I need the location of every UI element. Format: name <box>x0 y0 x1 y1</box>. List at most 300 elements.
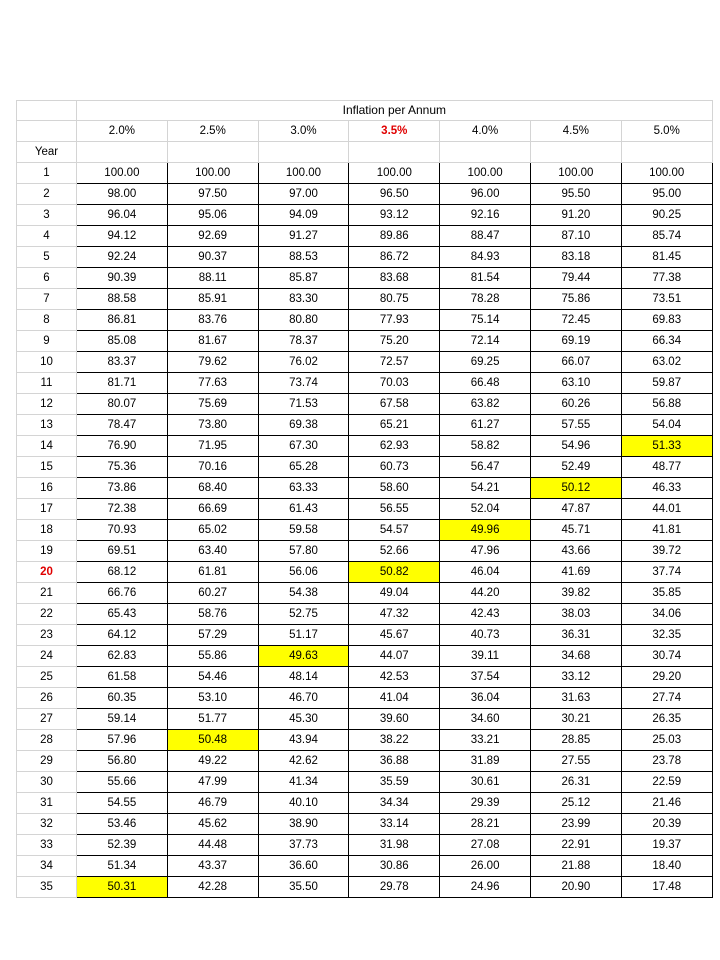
value-cell[interactable]: 54.21 <box>440 478 531 499</box>
value-cell[interactable]: 84.93 <box>440 247 531 268</box>
value-cell[interactable]: 47.99 <box>167 772 258 793</box>
empty-cell[interactable] <box>167 142 258 163</box>
value-cell[interactable]: 90.37 <box>167 247 258 268</box>
value-cell[interactable]: 44.48 <box>167 835 258 856</box>
value-cell[interactable]: 94.09 <box>258 205 349 226</box>
value-cell[interactable]: 60.35 <box>77 688 168 709</box>
value-cell[interactable]: 57.29 <box>167 625 258 646</box>
year-cell[interactable]: 20 <box>17 562 77 583</box>
value-cell[interactable]: 62.93 <box>349 436 440 457</box>
value-cell[interactable]: 59.58 <box>258 520 349 541</box>
value-cell[interactable]: 58.60 <box>349 478 440 499</box>
value-cell[interactable]: 36.31 <box>530 625 621 646</box>
value-cell[interactable]: 83.37 <box>77 352 168 373</box>
value-cell[interactable]: 53.46 <box>77 814 168 835</box>
value-cell[interactable]: 47.96 <box>440 541 531 562</box>
value-cell[interactable]: 52.75 <box>258 604 349 625</box>
value-cell[interactable]: 28.21 <box>440 814 531 835</box>
value-cell[interactable]: 69.83 <box>621 310 712 331</box>
value-cell[interactable]: 73.80 <box>167 415 258 436</box>
value-cell[interactable]: 48.14 <box>258 667 349 688</box>
value-cell[interactable]: 85.87 <box>258 268 349 289</box>
value-cell[interactable]: 75.20 <box>349 331 440 352</box>
value-cell[interactable]: 55.66 <box>77 772 168 793</box>
value-cell[interactable]: 83.68 <box>349 268 440 289</box>
value-cell[interactable]: 40.10 <box>258 793 349 814</box>
value-cell[interactable]: 47.87 <box>530 499 621 520</box>
value-cell[interactable]: 94.12 <box>77 226 168 247</box>
year-cell[interactable]: 30 <box>17 772 77 793</box>
value-cell[interactable]: 72.57 <box>349 352 440 373</box>
value-cell[interactable]: 33.14 <box>349 814 440 835</box>
value-cell[interactable]: 70.93 <box>77 520 168 541</box>
year-cell[interactable]: 32 <box>17 814 77 835</box>
value-cell[interactable]: 85.91 <box>167 289 258 310</box>
value-cell[interactable]: 68.40 <box>167 478 258 499</box>
value-cell[interactable]: 61.43 <box>258 499 349 520</box>
year-cell[interactable]: 4 <box>17 226 77 247</box>
value-cell[interactable]: 61.58 <box>77 667 168 688</box>
value-cell[interactable]: 56.06 <box>258 562 349 583</box>
value-cell[interactable]: 45.62 <box>167 814 258 835</box>
value-cell[interactable]: 92.24 <box>77 247 168 268</box>
year-cell[interactable]: 24 <box>17 646 77 667</box>
value-cell[interactable]: 46.33 <box>621 478 712 499</box>
value-cell[interactable]: 23.99 <box>530 814 621 835</box>
rate-header[interactable]: 4.5% <box>530 121 621 142</box>
value-cell[interactable]: 34.06 <box>621 604 712 625</box>
value-cell[interactable]: 29.39 <box>440 793 531 814</box>
value-cell[interactable]: 34.68 <box>530 646 621 667</box>
table-title[interactable]: Inflation per Annum <box>77 101 713 121</box>
value-cell[interactable]: 100.00 <box>167 163 258 184</box>
value-cell[interactable]: 30.21 <box>530 709 621 730</box>
rate-header[interactable]: 3.5% <box>349 121 440 142</box>
empty-cell[interactable] <box>77 142 168 163</box>
value-cell[interactable]: 69.19 <box>530 331 621 352</box>
value-cell[interactable]: 80.75 <box>349 289 440 310</box>
value-cell[interactable]: 52.04 <box>440 499 531 520</box>
year-cell[interactable]: 7 <box>17 289 77 310</box>
value-cell[interactable]: 60.26 <box>530 394 621 415</box>
value-cell[interactable]: 78.28 <box>440 289 531 310</box>
inflation-table <box>16 100 713 898</box>
table-row <box>17 184 713 205</box>
value-cell[interactable]: 75.36 <box>77 457 168 478</box>
highlighted-value-cell[interactable]: 49.96 <box>440 520 531 541</box>
value-cell[interactable]: 88.11 <box>167 268 258 289</box>
value-cell[interactable]: 65.43 <box>77 604 168 625</box>
value-cell[interactable]: 100.00 <box>621 163 712 184</box>
value-cell[interactable]: 31.98 <box>349 835 440 856</box>
value-cell[interactable]: 63.40 <box>167 541 258 562</box>
year-cell[interactable]: 25 <box>17 667 77 688</box>
value-cell[interactable]: 64.12 <box>77 625 168 646</box>
value-cell[interactable]: 69.51 <box>77 541 168 562</box>
value-cell[interactable]: 95.00 <box>621 184 712 205</box>
value-cell[interactable]: 87.10 <box>530 226 621 247</box>
value-cell[interactable]: 57.96 <box>77 730 168 751</box>
value-cell[interactable]: 100.00 <box>77 163 168 184</box>
value-cell[interactable]: 54.46 <box>167 667 258 688</box>
value-cell[interactable]: 20.90 <box>530 877 621 898</box>
value-cell[interactable]: 52.39 <box>77 835 168 856</box>
year-cell[interactable]: 18 <box>17 520 77 541</box>
value-cell[interactable]: 30.86 <box>349 856 440 877</box>
value-cell[interactable]: 66.76 <box>77 583 168 604</box>
year-cell[interactable]: 5 <box>17 247 77 268</box>
value-cell[interactable]: 63.02 <box>621 352 712 373</box>
value-cell[interactable]: 73.51 <box>621 289 712 310</box>
value-cell[interactable]: 24.96 <box>440 877 531 898</box>
value-cell[interactable]: 97.00 <box>258 184 349 205</box>
value-cell[interactable]: 83.76 <box>167 310 258 331</box>
value-cell[interactable]: 46.04 <box>440 562 531 583</box>
value-cell[interactable]: 67.30 <box>258 436 349 457</box>
value-cell[interactable]: 54.57 <box>349 520 440 541</box>
value-cell[interactable]: 22.91 <box>530 835 621 856</box>
value-cell[interactable]: 63.33 <box>258 478 349 499</box>
value-cell[interactable]: 21.88 <box>530 856 621 877</box>
value-cell[interactable]: 71.95 <box>167 436 258 457</box>
year-cell[interactable]: 8 <box>17 310 77 331</box>
value-cell[interactable]: 85.74 <box>621 226 712 247</box>
value-cell[interactable]: 41.81 <box>621 520 712 541</box>
value-cell[interactable]: 45.30 <box>258 709 349 730</box>
value-cell[interactable]: 73.74 <box>258 373 349 394</box>
value-cell[interactable]: 96.00 <box>440 184 531 205</box>
value-cell[interactable]: 37.74 <box>621 562 712 583</box>
value-cell[interactable]: 32.35 <box>621 625 712 646</box>
value-cell[interactable]: 21.46 <box>621 793 712 814</box>
year-cell[interactable]: 31 <box>17 793 77 814</box>
year-cell[interactable]: 28 <box>17 730 77 751</box>
value-cell[interactable]: 59.14 <box>77 709 168 730</box>
value-cell[interactable]: 20.39 <box>621 814 712 835</box>
value-cell[interactable]: 66.07 <box>530 352 621 373</box>
value-cell[interactable]: 40.73 <box>440 625 531 646</box>
year-cell[interactable]: 12 <box>17 394 77 415</box>
year-cell[interactable]: 16 <box>17 478 77 499</box>
value-cell[interactable]: 35.85 <box>621 583 712 604</box>
highlighted-value-cell[interactable]: 50.48 <box>167 730 258 751</box>
value-cell[interactable]: 52.66 <box>349 541 440 562</box>
year-cell[interactable]: 15 <box>17 457 77 478</box>
value-cell[interactable]: 34.34 <box>349 793 440 814</box>
value-cell[interactable]: 39.72 <box>621 541 712 562</box>
year-cell[interactable]: 27 <box>17 709 77 730</box>
year-cell[interactable]: 21 <box>17 583 77 604</box>
year-cell[interactable]: 17 <box>17 499 77 520</box>
year-cell[interactable]: 13 <box>17 415 77 436</box>
value-cell[interactable]: 46.70 <box>258 688 349 709</box>
value-cell[interactable]: 70.16 <box>167 457 258 478</box>
value-cell[interactable]: 90.25 <box>621 205 712 226</box>
value-cell[interactable]: 76.02 <box>258 352 349 373</box>
value-cell[interactable]: 66.34 <box>621 331 712 352</box>
value-cell[interactable]: 44.01 <box>621 499 712 520</box>
value-cell[interactable]: 45.71 <box>530 520 621 541</box>
year-cell[interactable]: 3 <box>17 205 77 226</box>
value-cell[interactable]: 31.63 <box>530 688 621 709</box>
value-cell[interactable]: 78.47 <box>77 415 168 436</box>
value-cell[interactable]: 92.69 <box>167 226 258 247</box>
value-cell[interactable]: 71.53 <box>258 394 349 415</box>
value-cell[interactable]: 44.07 <box>349 646 440 667</box>
year-cell[interactable]: 34 <box>17 856 77 877</box>
value-cell[interactable]: 86.81 <box>77 310 168 331</box>
value-cell[interactable]: 27.08 <box>440 835 531 856</box>
rate-header[interactable]: 5.0% <box>621 121 712 142</box>
highlighted-value-cell[interactable]: 49.63 <box>258 646 349 667</box>
value-cell[interactable]: 55.86 <box>167 646 258 667</box>
value-cell[interactable]: 43.66 <box>530 541 621 562</box>
highlighted-value-cell[interactable]: 50.12 <box>530 478 621 499</box>
value-cell[interactable]: 90.39 <box>77 268 168 289</box>
value-cell[interactable]: 98.00 <box>77 184 168 205</box>
value-cell[interactable]: 97.50 <box>167 184 258 205</box>
value-cell[interactable]: 51.17 <box>258 625 349 646</box>
value-cell[interactable]: 42.43 <box>440 604 531 625</box>
value-cell[interactable]: 38.03 <box>530 604 621 625</box>
value-cell[interactable]: 36.04 <box>440 688 531 709</box>
value-cell[interactable]: 58.76 <box>167 604 258 625</box>
value-cell[interactable]: 60.73 <box>349 457 440 478</box>
value-cell[interactable]: 91.27 <box>258 226 349 247</box>
value-cell[interactable]: 44.20 <box>440 583 531 604</box>
value-cell[interactable]: 92.16 <box>440 205 531 226</box>
value-cell[interactable]: 86.72 <box>349 247 440 268</box>
value-cell[interactable]: 81.67 <box>167 331 258 352</box>
year-cell[interactable]: 19 <box>17 541 77 562</box>
value-cell[interactable]: 65.21 <box>349 415 440 436</box>
value-cell[interactable]: 56.47 <box>440 457 531 478</box>
value-cell[interactable]: 63.10 <box>530 373 621 394</box>
value-cell[interactable]: 23.78 <box>621 751 712 772</box>
value-cell[interactable]: 79.62 <box>167 352 258 373</box>
value-cell[interactable]: 62.83 <box>77 646 168 667</box>
value-cell[interactable]: 41.34 <box>258 772 349 793</box>
value-cell[interactable]: 27.74 <box>621 688 712 709</box>
value-cell[interactable]: 35.59 <box>349 772 440 793</box>
value-cell[interactable]: 42.53 <box>349 667 440 688</box>
value-cell[interactable]: 77.38 <box>621 268 712 289</box>
value-cell[interactable]: 100.00 <box>440 163 531 184</box>
value-cell[interactable]: 100.00 <box>349 163 440 184</box>
value-cell[interactable]: 78.37 <box>258 331 349 352</box>
value-cell[interactable]: 100.00 <box>530 163 621 184</box>
year-cell[interactable]: 9 <box>17 331 77 352</box>
value-cell[interactable]: 75.86 <box>530 289 621 310</box>
value-cell[interactable]: 57.80 <box>258 541 349 562</box>
empty-cell[interactable] <box>440 142 531 163</box>
value-cell[interactable]: 96.04 <box>77 205 168 226</box>
value-cell[interactable]: 41.69 <box>530 562 621 583</box>
value-cell[interactable]: 96.50 <box>349 184 440 205</box>
value-cell[interactable]: 61.81 <box>167 562 258 583</box>
value-cell[interactable]: 37.54 <box>440 667 531 688</box>
value-cell[interactable]: 72.45 <box>530 310 621 331</box>
value-cell[interactable]: 19.37 <box>621 835 712 856</box>
value-cell[interactable]: 81.45 <box>621 247 712 268</box>
value-cell[interactable]: 57.55 <box>530 415 621 436</box>
value-cell[interactable]: 26.00 <box>440 856 531 877</box>
highlighted-value-cell[interactable]: 50.31 <box>77 877 168 898</box>
empty-cell[interactable] <box>530 142 621 163</box>
value-cell[interactable]: 67.58 <box>349 394 440 415</box>
value-cell[interactable]: 28.85 <box>530 730 621 751</box>
value-cell[interactable]: 31.89 <box>440 751 531 772</box>
value-cell[interactable]: 26.31 <box>530 772 621 793</box>
value-cell[interactable]: 76.90 <box>77 436 168 457</box>
value-cell[interactable]: 54.55 <box>77 793 168 814</box>
value-cell[interactable]: 69.25 <box>440 352 531 373</box>
value-cell[interactable]: 27.55 <box>530 751 621 772</box>
value-cell[interactable]: 35.50 <box>258 877 349 898</box>
value-cell[interactable]: 63.82 <box>440 394 531 415</box>
rate-header[interactable]: 3.0% <box>258 121 349 142</box>
value-cell[interactable]: 72.38 <box>77 499 168 520</box>
value-cell[interactable]: 36.88 <box>349 751 440 772</box>
value-cell[interactable]: 43.94 <box>258 730 349 751</box>
value-cell[interactable]: 58.82 <box>440 436 531 457</box>
year-cell[interactable]: 23 <box>17 625 77 646</box>
value-cell[interactable]: 52.49 <box>530 457 621 478</box>
year-cell[interactable]: 33 <box>17 835 77 856</box>
value-cell[interactable]: 81.54 <box>440 268 531 289</box>
value-cell[interactable]: 88.47 <box>440 226 531 247</box>
highlighted-value-cell[interactable]: 51.33 <box>621 436 712 457</box>
empty-cell[interactable] <box>258 142 349 163</box>
year-cell[interactable]: 1 <box>17 163 77 184</box>
value-cell[interactable]: 93.12 <box>349 205 440 226</box>
value-cell[interactable]: 54.38 <box>258 583 349 604</box>
value-cell[interactable]: 70.03 <box>349 373 440 394</box>
value-cell[interactable]: 59.87 <box>621 373 712 394</box>
year-cell[interactable]: 29 <box>17 751 77 772</box>
value-cell[interactable]: 65.28 <box>258 457 349 478</box>
year-cell[interactable]: 2 <box>17 184 77 205</box>
value-cell[interactable]: 38.90 <box>258 814 349 835</box>
value-cell[interactable]: 37.73 <box>258 835 349 856</box>
value-cell[interactable]: 61.27 <box>440 415 531 436</box>
value-cell[interactable]: 18.40 <box>621 856 712 877</box>
value-cell[interactable]: 75.69 <box>167 394 258 415</box>
value-cell[interactable]: 49.22 <box>167 751 258 772</box>
value-cell[interactable]: 65.02 <box>167 520 258 541</box>
value-cell[interactable]: 39.82 <box>530 583 621 604</box>
rate-header[interactable]: 4.0% <box>440 121 531 142</box>
value-cell[interactable]: 41.04 <box>349 688 440 709</box>
value-cell[interactable]: 80.80 <box>258 310 349 331</box>
value-cell[interactable]: 81.71 <box>77 373 168 394</box>
value-cell[interactable]: 91.20 <box>530 205 621 226</box>
value-cell[interactable]: 88.53 <box>258 247 349 268</box>
value-cell[interactable]: 88.58 <box>77 289 168 310</box>
value-cell[interactable]: 54.04 <box>621 415 712 436</box>
value-cell[interactable]: 48.77 <box>621 457 712 478</box>
value-cell[interactable]: 53.10 <box>167 688 258 709</box>
value-cell[interactable]: 51.34 <box>77 856 168 877</box>
value-cell[interactable]: 80.07 <box>77 394 168 415</box>
value-cell[interactable]: 34.60 <box>440 709 531 730</box>
year-header[interactable]: Year <box>17 142 77 163</box>
value-cell[interactable]: 42.28 <box>167 877 258 898</box>
value-cell[interactable]: 17.48 <box>621 877 712 898</box>
value-cell[interactable]: 29.20 <box>621 667 712 688</box>
value-cell[interactable]: 33.12 <box>530 667 621 688</box>
year-cell[interactable]: 22 <box>17 604 77 625</box>
value-cell[interactable]: 83.18 <box>530 247 621 268</box>
value-cell[interactable]: 33.21 <box>440 730 531 751</box>
value-cell[interactable]: 43.37 <box>167 856 258 877</box>
value-cell[interactable]: 73.86 <box>77 478 168 499</box>
value-cell[interactable]: 54.96 <box>530 436 621 457</box>
value-cell[interactable]: 75.14 <box>440 310 531 331</box>
value-cell[interactable]: 22.59 <box>621 772 712 793</box>
value-cell[interactable]: 85.08 <box>77 331 168 352</box>
value-cell[interactable]: 30.61 <box>440 772 531 793</box>
value-cell[interactable]: 39.11 <box>440 646 531 667</box>
value-cell[interactable]: 51.77 <box>167 709 258 730</box>
empty-cell[interactable] <box>621 142 712 163</box>
year-cell[interactable]: 26 <box>17 688 77 709</box>
highlighted-value-cell[interactable]: 50.82 <box>349 562 440 583</box>
value-cell[interactable]: 89.86 <box>349 226 440 247</box>
value-cell[interactable]: 29.78 <box>349 877 440 898</box>
value-cell[interactable]: 69.38 <box>258 415 349 436</box>
value-cell[interactable]: 60.27 <box>167 583 258 604</box>
value-cell[interactable]: 49.04 <box>349 583 440 604</box>
year-cell[interactable]: 6 <box>17 268 77 289</box>
corner-cell[interactable] <box>17 101 77 121</box>
value-cell[interactable]: 79.44 <box>530 268 621 289</box>
value-cell[interactable]: 46.79 <box>167 793 258 814</box>
value-cell[interactable]: 47.32 <box>349 604 440 625</box>
value-cell[interactable]: 30.74 <box>621 646 712 667</box>
value-cell[interactable]: 56.80 <box>77 751 168 772</box>
year-cell[interactable]: 10 <box>17 352 77 373</box>
value-cell[interactable]: 25.03 <box>621 730 712 751</box>
value-cell[interactable]: 83.30 <box>258 289 349 310</box>
value-cell[interactable]: 26.35 <box>621 709 712 730</box>
value-cell[interactable]: 77.63 <box>167 373 258 394</box>
value-cell[interactable]: 95.06 <box>167 205 258 226</box>
rate-header[interactable]: 2.0% <box>77 121 168 142</box>
value-cell[interactable]: 72.14 <box>440 331 531 352</box>
rate-row-corner[interactable] <box>17 121 77 142</box>
value-cell[interactable]: 66.48 <box>440 373 531 394</box>
year-cell[interactable]: 11 <box>17 373 77 394</box>
value-cell[interactable]: 100.00 <box>258 163 349 184</box>
value-cell[interactable]: 45.67 <box>349 625 440 646</box>
value-cell[interactable]: 56.88 <box>621 394 712 415</box>
value-cell[interactable]: 95.50 <box>530 184 621 205</box>
value-cell[interactable]: 25.12 <box>530 793 621 814</box>
year-cell[interactable]: 14 <box>17 436 77 457</box>
value-cell[interactable]: 42.62 <box>258 751 349 772</box>
value-cell[interactable]: 38.22 <box>349 730 440 751</box>
value-cell[interactable]: 68.12 <box>77 562 168 583</box>
value-cell[interactable]: 77.93 <box>349 310 440 331</box>
empty-cell[interactable] <box>349 142 440 163</box>
value-cell[interactable]: 36.60 <box>258 856 349 877</box>
value-cell[interactable]: 56.55 <box>349 499 440 520</box>
value-cell[interactable]: 39.60 <box>349 709 440 730</box>
rate-header[interactable]: 2.5% <box>167 121 258 142</box>
year-cell[interactable]: 35 <box>17 877 77 898</box>
value-cell[interactable]: 66.69 <box>167 499 258 520</box>
